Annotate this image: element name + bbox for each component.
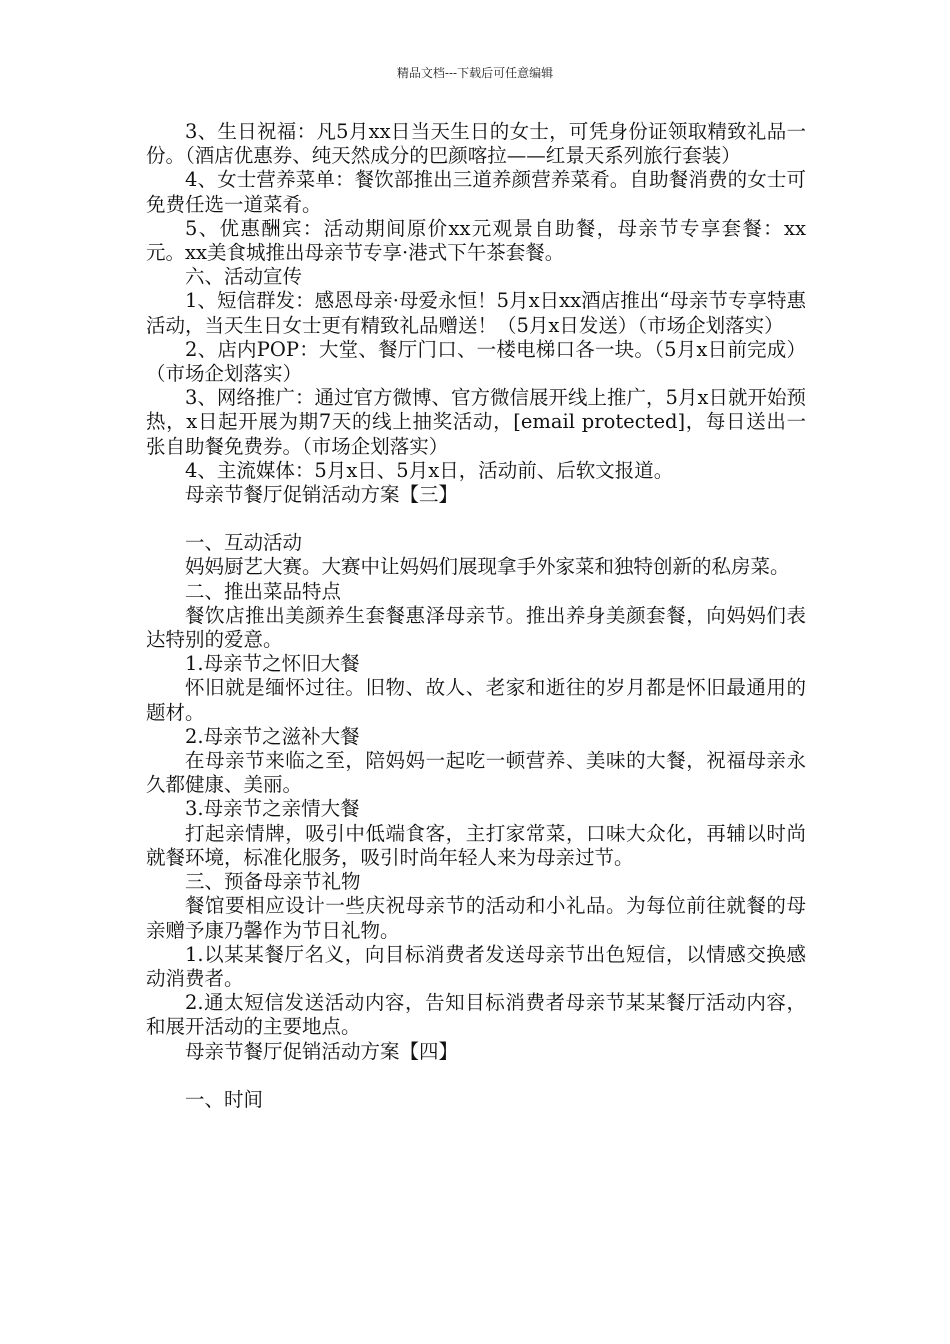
paragraph: 怀旧就是缅怀过往。旧物、故人、老家和逝往的岁月都是怀旧最通用的题材。 <box>146 676 806 724</box>
paragraph: 打起亲情牌，吸引中低端食客，主打家常菜，口味大众化，再辅以时尚就餐环境，标准化服务，吸引时尚年轻人来为母亲过节。 <box>146 821 806 869</box>
paragraph: 1、短信群发：感恩母亲·母爱永恒！5月x日xx酒店推出“母亲节专享特惠活动，当天生日女士更有精致礼品赠送！（5月x日发送）（市场企划落实） <box>146 289 806 337</box>
plan-title: 母亲节餐厅促销活动方案【四】 <box>185 1039 459 1063</box>
section-heading: 三、预备母亲节礼物 <box>185 870 361 894</box>
page-header: 精品文档---下载后可任意编辑 <box>396 66 554 80</box>
paragraph: 3、网络推广：通过官方微博、官方微信展开线上推广，5月x日就开始预热，x日起开展为期7天的线上抽奖活动，[email protected]，每日送出一张自助餐免费券。（市场企划落实） <box>146 386 806 458</box>
paragraph: 4、女士营养菜单：餐饮部推出三道养颜营养菜肴。自助餐消费的女士可免费任选一道菜肴。 <box>146 168 806 216</box>
paragraph: 妈妈厨艺大赛。大赛中让妈妈们展现拿手外家菜和独特创新的私房菜。 <box>185 555 790 579</box>
paragraph: 餐馆要相应设计一些庆祝母亲节的活动和小礼品。为每位前往就餐的母亲赠予康乃馨作为节日礼物。 <box>146 894 806 942</box>
document-body <box>146 120 806 1112</box>
blank-line <box>146 507 806 531</box>
paragraph: 2.通太短信发送活动内容，告知目标消费者母亲节某某餐厅活动内容，和展开活动的主要地点。 <box>146 991 806 1039</box>
section-heading: 二、推出菜品特点 <box>185 579 342 603</box>
section-heading: 一、互动活动 <box>185 531 303 555</box>
paragraph: 2、店内POP：大堂、餐厅门口、一楼电梯口各一块。（5月x日前完成）（市场企划落实） <box>146 337 806 386</box>
paragraph: 餐饮店推出美颜养生套餐惠泽母亲节。推出养身美颜套餐，向妈妈们表达特别的爱意。 <box>146 603 806 652</box>
subheading: 3.母亲节之亲情大餐 <box>185 797 360 821</box>
paragraph: 1.以某某餐厅名义，向目标消费者发送母亲节出色短信，以情感交换感动消费者。 <box>146 942 806 990</box>
section-heading: 六、活动宣传 <box>185 265 303 289</box>
paragraph: 在母亲节来临之至，陪妈妈一起吃一顿营养、美味的大餐，祝福母亲永久都健康、美丽。 <box>146 749 806 797</box>
subheading: 1.母亲节之怀旧大餐 <box>185 652 360 676</box>
plan-title: 母亲节餐厅促销活动方案【三】 <box>185 483 459 507</box>
subheading: 2.母亲节之滋补大餐 <box>185 724 360 748</box>
blank-line <box>146 1064 806 1088</box>
paragraph: 5、优惠酬宾：活动期间原价xx元观景自助餐，母亲节专享套餐：xx元。xx美食城推出母亲节专享·港式下午茶套餐。 <box>146 216 806 265</box>
section-heading: 一、时间 <box>185 1087 264 1111</box>
paragraph: 4、主流媒体：5月x日、5月x日，活动前、后软文报道。 <box>185 458 674 482</box>
paragraph: 3、生日祝福：凡5月xx日当天生日的女士，可凭身份证领取精致礼品一份。（酒店优惠券、纯天然成分的巴颜喀拉——红景天系列旅行套装） <box>146 120 806 168</box>
